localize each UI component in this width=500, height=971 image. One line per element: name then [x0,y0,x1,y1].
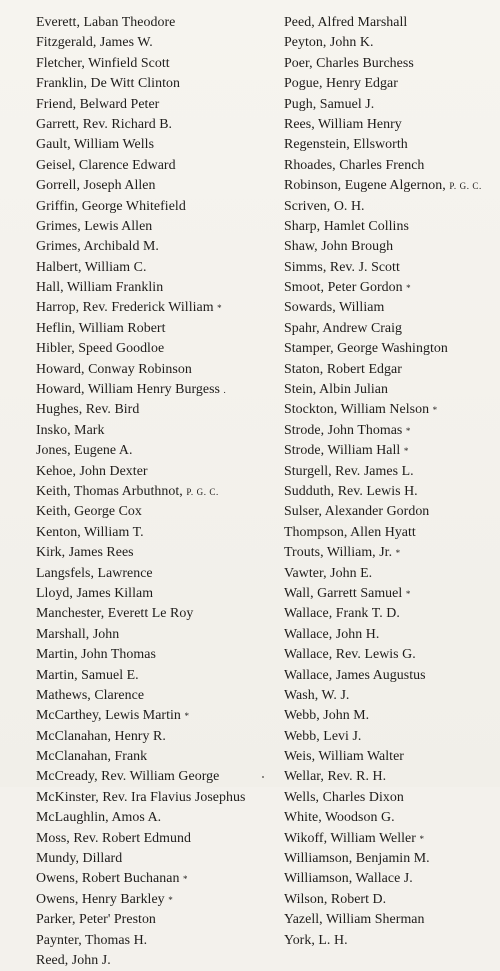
name-entry [36,156,278,176]
name-entry [36,74,278,94]
name-entry [36,951,278,971]
name-entry [284,176,496,196]
name-entry [36,13,278,33]
name-entry [36,95,278,115]
name-text: Wallace, James Augustus [284,667,426,683]
name-entry [36,686,278,706]
name-text: Martin, Samuel E. [36,667,139,683]
name-entry [36,808,278,828]
name-text: Griffin, George Whitefield [36,198,186,214]
name-text: Sulser, Alexander Gordon [284,504,430,520]
name-entry [284,197,496,217]
name-entry [36,666,278,686]
name-text: Wallace, John H. [284,626,380,642]
name-text: Wikoff, William Weller [284,830,416,846]
name-text: Wall, Garrett Samuel [284,585,403,601]
name-entry [284,523,496,543]
name-text: Lloyd, James Killam [36,585,154,601]
name-entry [36,849,278,869]
name-entry [36,135,278,155]
name-entry [284,298,496,318]
name-text: Kenton, William T. [36,524,144,540]
name-text: Mundy, Dillard [36,851,123,867]
name-entry [284,747,496,767]
name-text: Sudduth, Rev. Lewis H. [284,483,418,499]
name-entry [36,462,278,482]
name-entry [284,706,496,726]
name-entry [36,910,278,930]
name-entry [284,808,496,828]
name-entry [284,849,496,869]
name-text: Manchester, Everett Le Roy [36,606,194,622]
name-entry [284,33,496,53]
name-entry [36,360,278,380]
name-mark: * [184,711,190,722]
name-mark: * [405,425,412,436]
paper-speck [262,776,264,778]
name-text: Williamson, Wallace J. [284,871,413,887]
name-entry [36,298,278,318]
name-text: Poer, Charles Burchess [284,55,414,71]
name-text: Strode, William Hall [284,443,401,459]
name-entry [284,380,496,400]
name-text: Wash, W. J. [284,687,350,703]
name-entry [36,258,278,278]
name-entry [284,135,496,155]
name-text: Marshall, John [36,626,120,642]
name-text: McCready, Rev. William George [36,769,220,785]
name-text: Rhoades, Charles French [284,157,425,173]
name-text: Keith, Thomas Arbuthnot, [36,483,183,499]
name-text: Webb, Levi J. [284,728,362,744]
name-entry [36,237,278,257]
name-entry [36,33,278,53]
name-text: White, Woodson G. [284,810,395,826]
name-mark: * [403,446,409,457]
name-mark: P. G. C. [186,486,219,497]
name-entry [284,686,496,706]
name-entry [284,564,496,584]
name-entry [36,176,278,196]
name-text: York, L. H. [284,932,348,948]
name-entry [36,543,278,563]
name-text: Weis, William Walter [284,749,404,765]
name-entry [36,400,278,420]
name-entry [36,604,278,624]
name-mark: * [168,894,174,905]
name-text: Yazell, William Sherman [284,912,425,928]
name-entry [36,441,278,461]
name-text: Fitzgerald, James W. [36,35,153,51]
name-text: McKinster, Rev. Ira Flavius Josephus [36,789,246,805]
name-entry [284,54,496,74]
name-text: Peyton, John K. [284,35,374,51]
name-text: Insko, Mark [36,422,105,438]
name-entry [36,747,278,767]
name-text: Gorrell, Joseph Allen [36,178,156,194]
name-entry [284,502,496,522]
name-entry [284,237,496,257]
name-entry [284,115,496,135]
name-entry [36,767,278,787]
name-text: Fletcher, Winfield Scott [36,55,170,71]
name-text: Wallace, Frank T. D. [284,606,400,622]
name-entry [284,931,496,951]
name-text: Friend, Belward Peter [36,96,160,112]
name-entry [284,360,496,380]
name-entry [284,339,496,359]
name-text: Owens, Henry Barkley [36,891,165,907]
name-entry [284,767,496,787]
name-text: Hughes, Rev. Bird [36,402,140,418]
name-text: Langsfels, Lawrence [36,565,153,581]
name-entry [36,645,278,665]
name-entry [284,400,496,420]
name-entry [284,421,496,441]
name-text: Geisel, Clarence Edward [36,157,176,173]
name-mark: * [419,833,425,844]
name-entry [284,890,496,910]
name-text: Howard, Conway Robinson [36,361,192,377]
name-entry [36,380,278,400]
name-text: Stamper, George Washington [284,341,448,357]
name-text: Vawter, John E. [284,565,373,581]
name-entry [284,543,496,563]
name-text: Moss, Rev. Robert Edmund [36,830,192,846]
name-entry [284,74,496,94]
name-text: Everett, Laban Theodore [36,15,176,30]
name-text: Strode, John Thomas [284,422,403,438]
name-entry [36,727,278,747]
name-text: Parker, Peter' Preston [36,912,156,928]
name-text: Wallace, Rev. Lewis G. [284,647,416,663]
name-text: McLaughlin, Amos A. [36,810,162,826]
name-text: Regenstein, Ellsworth [284,137,408,153]
name-entry [284,625,496,645]
name-text: Stockton, William Nelson [284,402,430,418]
name-text: Wilson, Robert D. [284,891,387,907]
name-text: Hibler, Speed Goodloe [36,341,165,357]
name-entry [36,421,278,441]
left-name-column [36,13,278,971]
name-entry [284,584,496,604]
name-text: Grimes, Archibald M. [36,239,159,255]
name-entry [284,910,496,930]
right-name-column [284,13,496,951]
name-entry [284,604,496,624]
name-text: Howard, William Henry Burgess [36,382,221,398]
name-text: Stein, Albin Julian [284,382,388,398]
name-entry [284,156,496,176]
name-mark: * [182,874,189,885]
name-entry [36,217,278,237]
name-text: Franklin, De Witt Clinton [36,76,180,92]
name-mark: P. G. C. [449,181,482,192]
name-entry [36,706,278,726]
name-text: Sowards, William [284,300,385,316]
name-text: McCarthey, Lewis Martin [36,708,181,724]
name-text: Kirk, James Rees [36,545,134,561]
name-entry [284,829,496,849]
name-text: Halbert, William C. [36,259,147,275]
name-entry [36,54,278,74]
name-entry [284,727,496,747]
name-text: Spahr, Andrew Craig [284,320,403,336]
name-text: Owens, Robert Buchanan [36,871,180,887]
name-text: Williamson, Benjamin M. [284,851,430,867]
name-text: Jones, Eugene A. [36,443,133,459]
name-text: Paynter, Thomas H. [36,932,148,948]
name-entry [36,523,278,543]
name-entry [36,564,278,584]
name-text: Trouts, William, Jr. [284,545,393,561]
name-text: Heflin, William Robert [36,320,166,336]
name-text: Harrop, Rev. Frederick William [36,300,214,316]
name-text: Thompson, Allen Hyatt [284,524,416,540]
name-entry [284,869,496,889]
name-text: Grimes, Lewis Allen [36,218,153,234]
name-entry [36,788,278,808]
name-text: McClanahan, Frank [36,749,148,765]
name-text: Smoot, Peter Gordon [284,280,403,296]
name-text: Martin, John Thomas [36,647,156,663]
name-text: Robinson, Eugene Algernon, [284,178,446,194]
name-entry [284,258,496,278]
name-entry [36,890,278,910]
name-entry [36,115,278,135]
name-entry [36,584,278,604]
name-text: Mathews, Clarence [36,687,145,703]
name-text: Wellar, Rev. R. H. [284,769,387,785]
name-text: Rees, William Henry [284,116,402,132]
name-mark: . [223,385,227,396]
name-entry [284,462,496,482]
name-text: Wells, Charles Dixon [284,789,404,805]
name-text: Sturgell, Rev. James L. [284,463,414,479]
name-text: Shaw, John Brough [284,239,394,255]
name-mark: * [432,405,438,416]
name-entry [284,645,496,665]
name-text: Staton, Robert Edgar [284,361,402,377]
name-mark: * [406,283,412,294]
name-entry [284,95,496,115]
name-entry [284,666,496,686]
name-text: Reed, John J. [36,952,111,968]
name-mark: * [395,548,401,559]
name-text: Kehoe, John Dexter [36,463,148,479]
name-text: Peed, Alfred Marshall [284,15,408,30]
name-entry [36,339,278,359]
name-entry [36,869,278,889]
name-entry [284,482,496,502]
name-entry [284,13,496,33]
name-mark: * [217,303,223,314]
name-text: Pugh, Samuel J. [284,96,375,112]
name-entry [284,278,496,298]
name-entry [36,502,278,522]
name-entry [36,931,278,951]
name-text: Webb, John M. [284,708,370,724]
name-text: Hall, William Franklin [36,280,164,296]
name-entry [284,788,496,808]
name-text: Keith, George Cox [36,504,142,520]
name-mark: * [405,588,411,599]
name-entry [284,217,496,237]
name-text: Garrett, Rev. Richard B. [36,116,173,132]
name-entry [36,829,278,849]
name-text: Scriven, O. H. [284,198,365,214]
name-text: Simms, Rev. J. Scott [284,259,400,275]
name-entry [36,197,278,217]
name-entry [284,319,496,339]
name-text: Pogue, Henry Edgar [284,76,398,92]
name-entry [36,625,278,645]
name-entry [284,441,496,461]
name-text: Gault, William Wells [36,137,155,153]
name-entry [36,482,278,502]
name-entry [36,278,278,298]
name-text: Sharp, Hamlet Collins [284,218,409,234]
name-entry [36,319,278,339]
name-text: McClanahan, Henry R. [36,728,166,744]
